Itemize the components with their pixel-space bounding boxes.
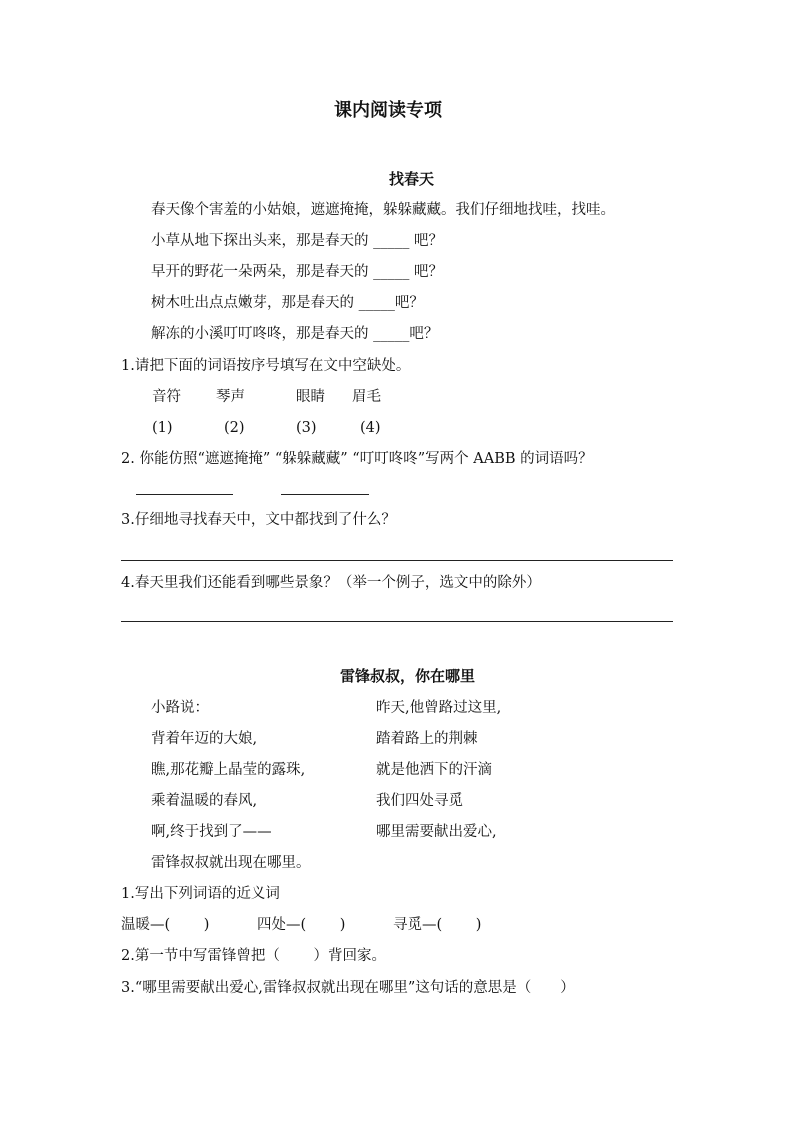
page-title: 课内阅读专项 [334,100,442,121]
synonym-item-2: 四处—( ) [257,917,346,933]
poem-right-3: 就是他洒下的汗滴 [376,762,492,778]
poem-right-2: 踏着路上的荆棘 [376,731,478,747]
poem-left-5: 啊,终于找到了—— [151,824,272,840]
section2-title: 雷锋叔叔，你在哪里 [340,667,476,685]
s1-question-1: 1.请把下面的词语按序号填写在文中空缺处。 [121,358,411,374]
word-3: 眼睛 [296,389,325,405]
s1-question-4: 4.春天里我们还能看到哪些景象？（举一个例子，选文中的除外） [121,575,541,591]
word-2: 琴声 [216,389,245,405]
word-1: 音符 [152,389,181,405]
s2-question-3: 3.“哪里需要献出爱心,雷锋叔叔就出现在哪里”这句话的意思是（ ） [121,980,575,996]
poem-right-1: 昨天,他曾路过这里, [376,700,502,716]
synonym-item-3: 寻觅—( ) [393,917,482,933]
poem-left-4: 乘着温暖的春风, [151,793,258,809]
s1-question-2: 2. 你能仿照“遮遮掩掩” “躲躲藏藏” “叮叮咚咚”写两个 AABB 的词语吗？ [121,451,593,467]
number-1: (1) [152,420,173,436]
poem-left-6: 雷锋叔叔就出现在哪里。 [151,855,311,871]
answer-line-aabb-2 [281,494,369,495]
number-2: (2) [224,420,245,436]
passage-line-2: 小草从地下探出头来，那是春天的 _____ 吧？ [151,233,443,249]
number-3: (3) [296,420,317,436]
passage-line-3: 早开的野花一朵两朵，那是春天的 _____ 吧？ [151,264,443,280]
s1-question-3: 3.仔细地寻找春天中，文中都找到了什么？ [121,512,396,528]
answer-line-q3 [121,560,673,561]
poem-left-3: 瞧,那花瓣上晶莹的露珠, [151,762,306,778]
poem-right-5: 哪里需要献出爱心, [376,824,497,840]
section1-title: 找春天 [389,170,435,188]
passage-line-1: 春天像个害羞的小姑娘，遮遮掩掩，躲躲藏藏。我们仔细地找哇，找哇。 [151,202,615,218]
poem-left-2: 背着年迈的大娘, [151,731,258,747]
answer-line-aabb-1 [136,494,233,495]
poem-left-1: 小路说： [151,700,209,716]
passage-line-4: 树木吐出点点嫩芽，那是春天的 _____吧？ [151,295,424,311]
s2-question-2: 2.第一节中写雷锋曾把（ ）背回家。 [121,948,386,964]
number-4: (4) [360,420,381,436]
answer-line-q4 [121,621,673,622]
poem-right-4: 我们四处寻觅 [376,793,463,809]
word-4: 眉毛 [352,389,381,405]
synonym-item-1: 温暖—( ) [121,917,210,933]
passage-line-5: 解冻的小溪叮叮咚咚，那是春天的 _____吧？ [151,326,439,342]
s2-question-1: 1.写出下列词语的近义词 [121,886,280,902]
